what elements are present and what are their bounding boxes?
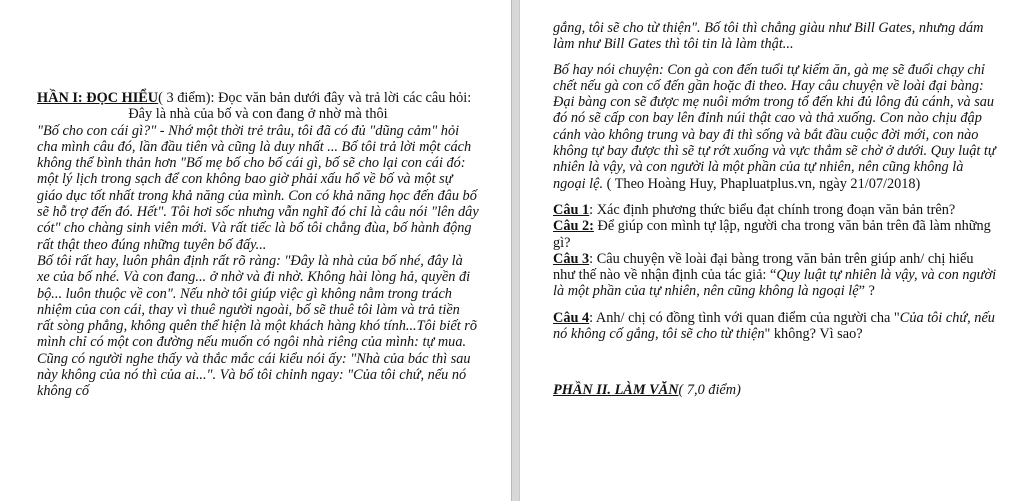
document-page-left — [0, 0, 511, 501]
question-1-label: Câu 1 — [553, 201, 590, 218]
passage-paragraph-2: Bố tôi rất hay, luôn phân định rất rõ ràng: "Đây là nhà của bố nhé, đây là xe của bố nhé. Và con đang... ở nhờ và đi nhờ. Không hài lòng hả, quyền đi bộ... luôn thuộc về con". Nếu nhờ tôi giúp việc gì không nằm trong trách nhiệm của con cái, thay vì thuê người ngoài, bố sẽ thuê tôi làm và trả tiền rất sòng phẳng, không quên thể hiện là một khách hàng khó tính...Tôi biết rõ mình chỉ có một con đường nếu muốn có ngôi nhà riêng của mình: tự mua. Cũng có người nghe thấy và thắc mắc cái kiểu nói ấy: "Nhà của bác thì sau này không của nó thì của ai...". Và bố tôi chỉnh ngay: "Của tôi chứ, nếu nó không cố — [37, 252, 477, 400]
question-2-text: Để giúp con mình tự lập, người cha trong văn bản trên đã làm những gì? — [553, 218, 991, 251]
question-3-text-a: : Câu chuyện về loài đại bàng trong văn bản trên giúp anh/ chị hiểu như thế nào về nhận định của tác giả: “ — [553, 250, 974, 284]
question-4-label: Câu 4 — [553, 309, 590, 326]
question-4-quote: Của tôi chứ, nếu nó không cố gắng, tôi sẽ cho từ thiện — [553, 309, 995, 343]
question-2-label: Câu 2: — [553, 218, 594, 235]
question-1 — [553, 202, 999, 218]
question-3-quote: Quy luật tự nhiên là vậy, và con người là một phần của tự nhiên, nên cũng không là ngoại lệ — [553, 267, 997, 300]
part1-heading: HẦN I: ĐỌC HIỂU — [37, 90, 159, 106]
passage-title: Đây là nhà của bố và con đang ở nhờ mà thôi — [128, 106, 388, 123]
question-4-text-a: : Anh/ chị có đồng tình với quan điểm của người cha " — [589, 309, 900, 326]
question-1-text: : Xác định phương thức biểu đạt chính trong đoạn văn bản trên? — [589, 201, 956, 218]
passage-paragraph-4-block — [553, 62, 999, 192]
question-3 — [553, 251, 999, 300]
right-column — [553, 20, 999, 399]
question-3-label: Câu 3 — [553, 250, 590, 267]
question-2 — [553, 218, 999, 251]
question-4 — [553, 310, 999, 343]
question-3-text-b: ” ? — [858, 283, 875, 300]
part2-heading: PHẦN II. LÀM VĂN — [553, 382, 679, 399]
part1-header — [37, 90, 479, 106]
left-column — [37, 90, 479, 400]
passage-paragraph-1: "Bố cho con cái gì?" - Nhớ một thời trẻ trâu, tôi đã có đủ "dũng cảm" hỏi cha mình câu đó, lần đầu tiên và cũng là duy nhất ... Bố tôi trả lời một cách không thể bình thản hơn "Bố mẹ bố cho bố cái gì, bố sẽ cho lại con cái đó: một lý lịch trong sạch để con không bao giờ phải xấu hổ về bố và một sự giáo dục tốt nhất trong khả năng của mình. Con có khả năng học đến đâu bố sẽ hỗ trợ đến đó. Hết". Tôi hơi sốc nhưng vẫn nghĩ đó chỉ là câu nói "lên dây cót" cho chàng sinh viên mới. Và rất tiếc là bố tôi chẳng đùa, bố hành động rất thật theo đúng những tuyên bố đấy... — [37, 122, 479, 253]
passage-paragraph-4: Bố hay nói chuyện: Con gà con đến tuổi tự kiếm ăn, gà mẹ sẽ đuổi chạy chỉ chết nếu gà con cố đến gần hoặc đi theo. Hay câu chuyện về loài đại bàng: Đại bàng con sẽ được mẹ nuôi mớm trong tổ đến khi đủ lông đủ cánh, và sau đó nó sẽ cấp con bay lên đỉnh núi thật cao và thả xuống. Con nào chịu đập cánh vào không trung và bay đi thì sống và bắt đầu cuộc đời mới, con nào không tự bay được thì sẽ tự rớt xuống và vực thẳm sẽ chờ ở dưới. Quy luật tự nhiên là vậy, và con người là một phần của tự nhiên, nên cũng không là ngoại lệ. — [553, 61, 996, 192]
part2-points: ( 7,0 điểm) — [678, 382, 741, 399]
part2-header — [553, 382, 999, 398]
question-4-text-b: " không? Vì sao? — [764, 326, 863, 343]
part1-points: ( 3 điểm): Đọc văn bản dưới đây và trả lời các câu hỏi: — [158, 90, 472, 106]
passage-paragraph-3: gắng, tôi sẽ cho từ thiện". Bố tôi thì chẳng giàu như Bill Gates, nhưng dám làm như Bill Gates thì tôi tin là làm thật... — [553, 20, 984, 53]
passage-source: ( Theo Hoàng Huy, Phapluatplus.vn, ngày 21/07/2018) — [603, 175, 921, 192]
document-page-right — [520, 0, 1024, 501]
page-divider — [511, 0, 520, 501]
